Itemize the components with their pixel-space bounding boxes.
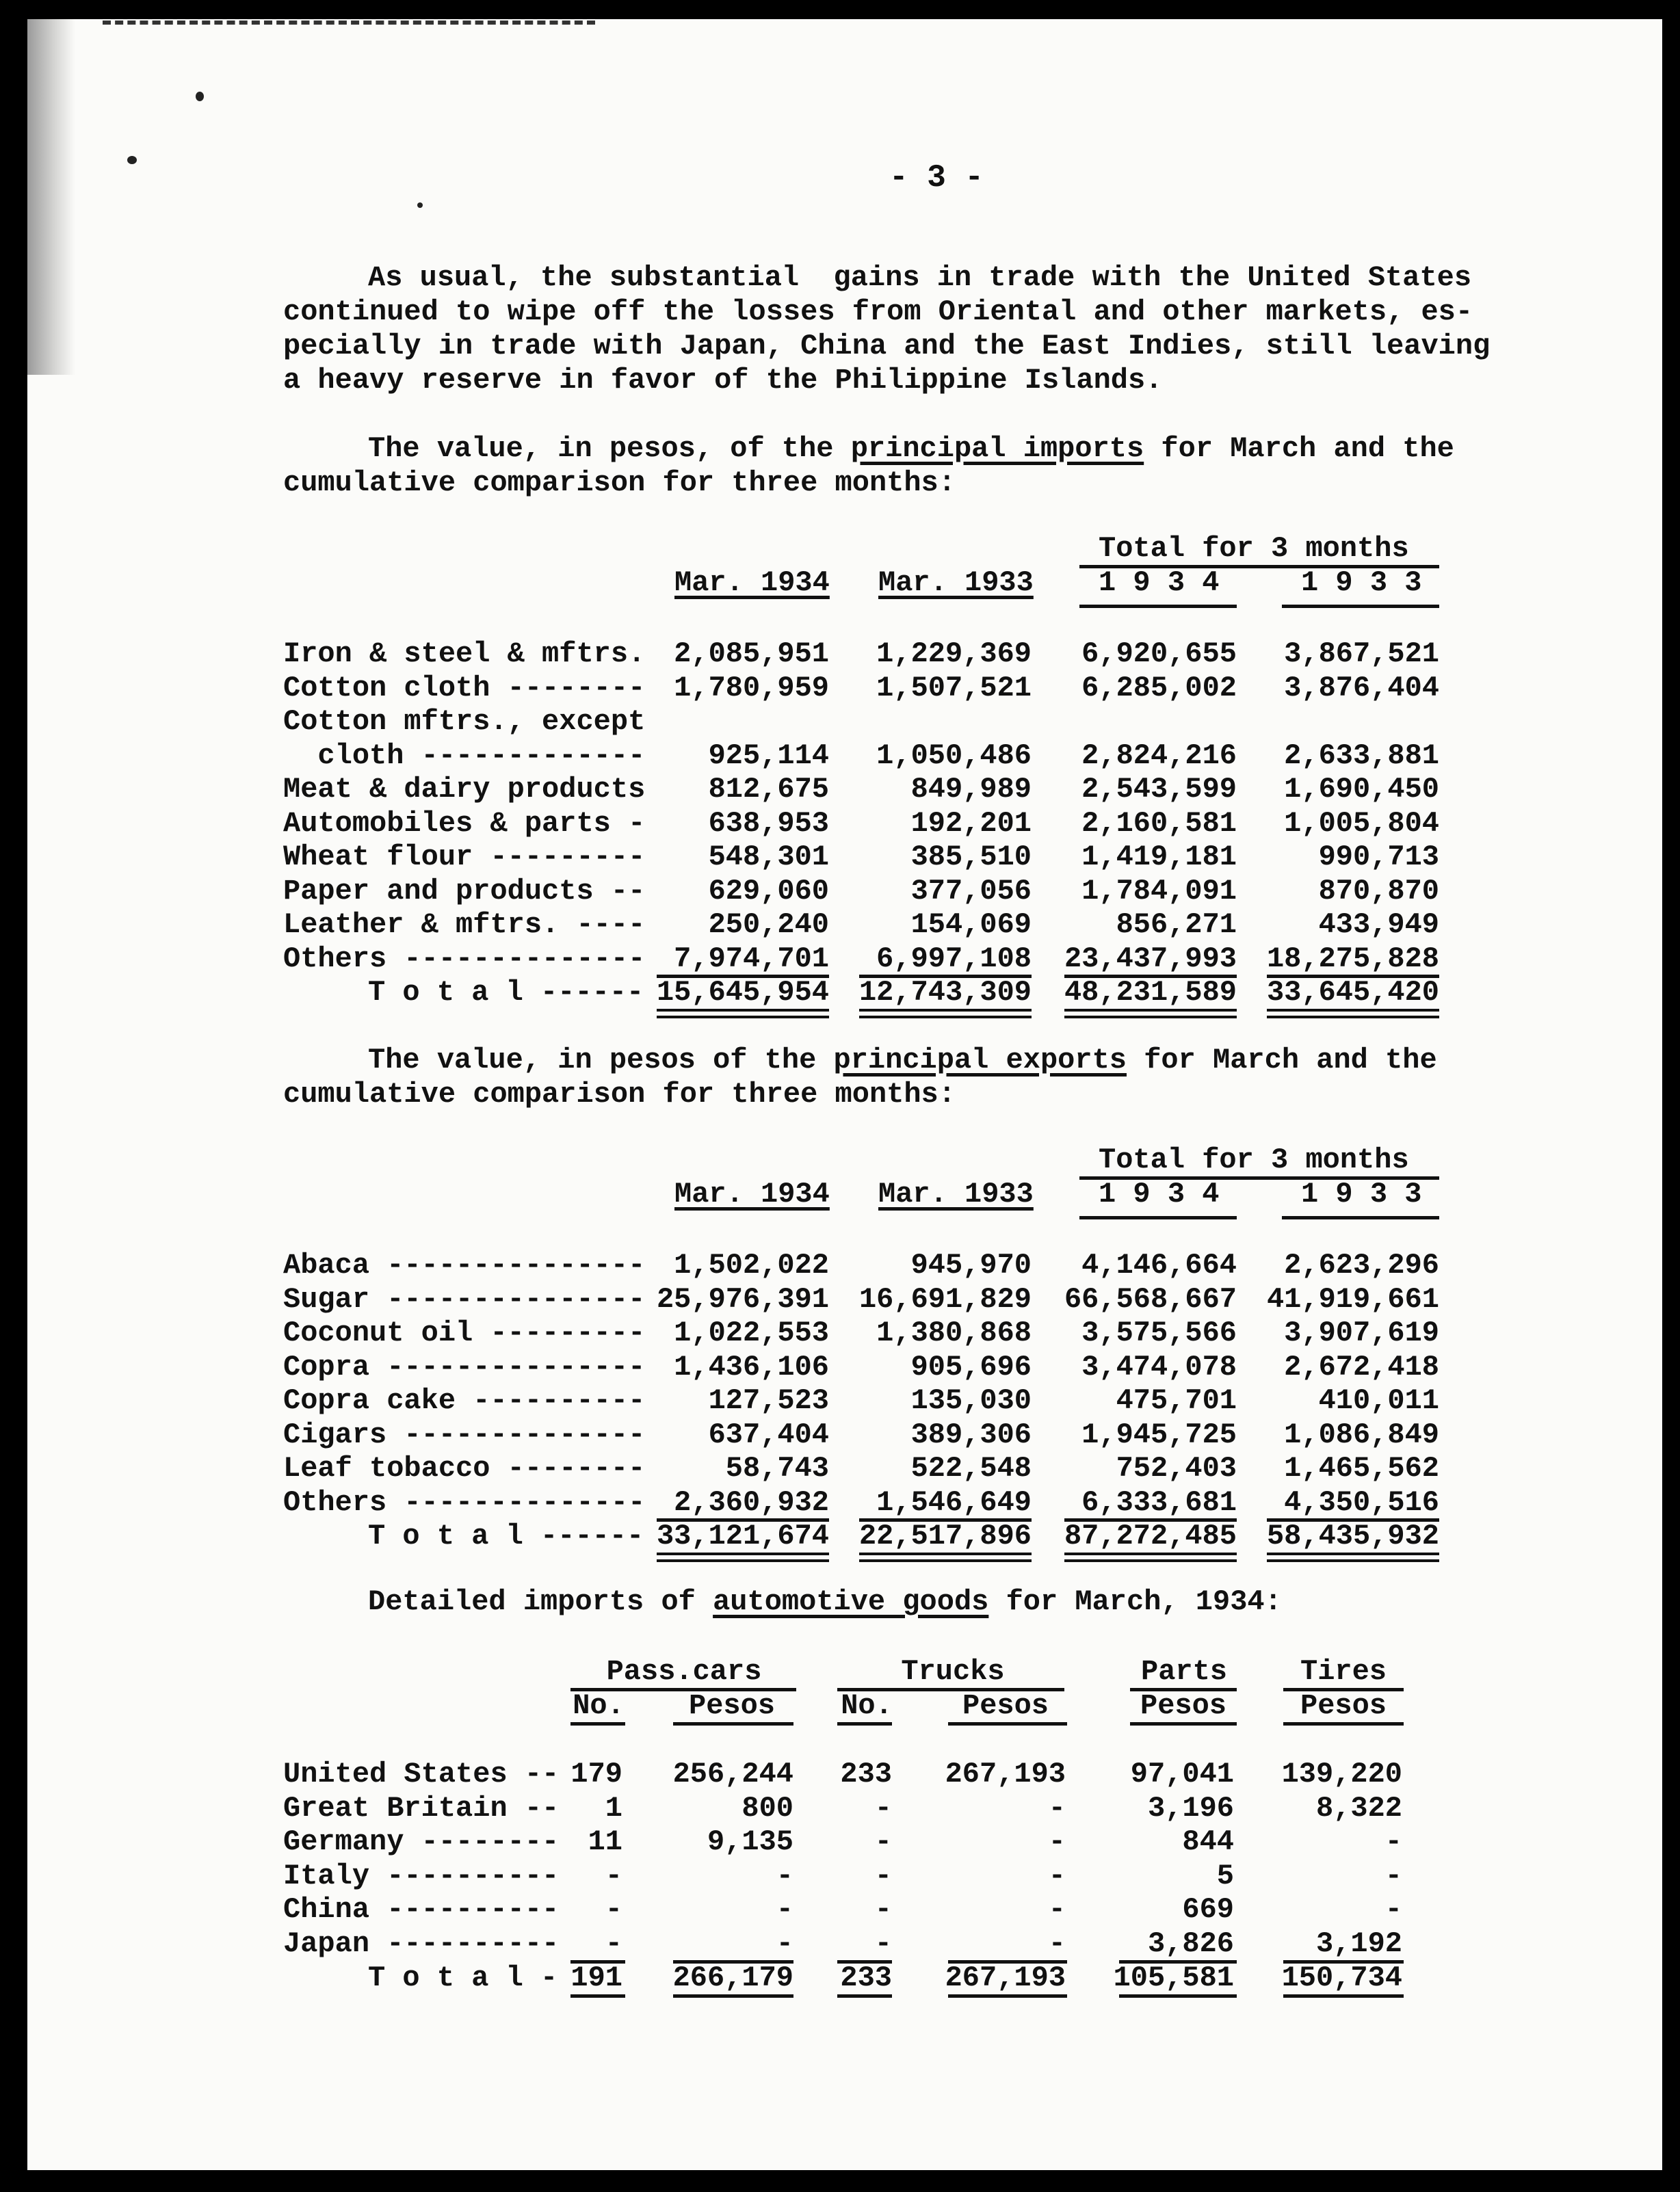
header-rule: [948, 1722, 1067, 1726]
total-double-rule: [859, 1553, 1032, 1562]
total-rule: [1119, 1994, 1237, 1998]
table-cell: 1,465,562: [1284, 1452, 1439, 1485]
table-cell: -: [1384, 1825, 1402, 1859]
table-cell: 2,543,599: [1081, 773, 1237, 806]
table-cell: 4,146,664: [1081, 1249, 1237, 1282]
table-cell: 3,196: [1147, 1791, 1234, 1825]
paragraph-line: pecially in trade with Japan, China and the East Indies, still leaving: [283, 330, 1491, 362]
header-rule: [837, 1722, 892, 1726]
trucks-header: Trucks: [901, 1655, 1005, 1688]
header-rule: [1282, 605, 1439, 608]
trucks-pesos-header: Pesos: [962, 1689, 1049, 1722]
col-mar-1933-header: Mar. 1933: [878, 566, 1034, 599]
table-cell: -: [1384, 1859, 1402, 1892]
ink-speck: [127, 156, 137, 164]
table-cell: 849,989: [910, 773, 1032, 806]
table-cell: -: [874, 1927, 892, 1960]
table-cell: 250,240: [708, 908, 829, 941]
total-for-3-months-header: Total for 3 months: [1099, 532, 1409, 565]
table-row-label: Abaca ---------------: [283, 1249, 646, 1282]
table-cell: -: [874, 1859, 892, 1892]
table-cell: 179: [570, 1758, 622, 1791]
header-rule: [570, 1722, 625, 1726]
total-cell: 22,517,896: [858, 1520, 1032, 1553]
table-cell: 1,050,486: [876, 739, 1032, 772]
paragraph-line: continued to wipe off the losses from Oriental and other markets, es-: [283, 295, 1473, 328]
header-rule: [1130, 1722, 1237, 1726]
top-edge-marks: [103, 21, 595, 31]
pass-cars-pesos-header: Pesos: [688, 1689, 776, 1722]
table-cell: 925,114: [708, 739, 829, 772]
table-cell: 3,867,521: [1284, 637, 1439, 670]
pass-cars-no-header: No.: [573, 1689, 625, 1722]
total-double-rule: [859, 1009, 1032, 1018]
total-rule: [1283, 1994, 1404, 1998]
table-cell: 2,160,581: [1081, 806, 1237, 840]
trucks-no-header: No.: [841, 1689, 893, 1722]
table-row-label: Cotton mftrs., except: [283, 705, 646, 738]
total-row-label: T o t a l ------: [368, 1520, 644, 1553]
table-cell: 97,041: [1130, 1758, 1234, 1791]
col-1934-header: 1 9 3 4: [1099, 566, 1220, 599]
table-cell: 638,953: [708, 806, 829, 840]
total-rule: [570, 1994, 625, 1998]
tires-pesos-header: Pesos: [1300, 1689, 1387, 1722]
table-cell: 1,419,181: [1081, 841, 1237, 873]
table-row-label: Germany --------: [283, 1825, 560, 1859]
total-cell: 58,435,932: [1266, 1520, 1439, 1553]
table-cell: 1,502,022: [674, 1249, 829, 1282]
table-cell: -: [1048, 1927, 1066, 1960]
total-row-label: T o t a l -: [368, 1961, 558, 1994]
table-cell: 4,350,516: [1284, 1485, 1439, 1519]
table-cell: 127,523: [708, 1384, 829, 1417]
header-rule: [673, 1722, 793, 1726]
table-cell: -: [1048, 1825, 1066, 1859]
table-cell: 1,546,649: [876, 1485, 1032, 1519]
table-cell: 3,192: [1315, 1927, 1402, 1960]
table-cell: -: [776, 1893, 793, 1927]
header-rule: [1079, 605, 1237, 608]
table-row-label: Others --------------: [283, 1485, 646, 1519]
header-rule: [1283, 1722, 1404, 1726]
paragraph-line: As usual, the substantial gains in trade with the United States: [368, 261, 1472, 294]
table-cell: -: [605, 1893, 622, 1927]
page-number: - 3 -: [889, 160, 984, 196]
table-cell: 6,333,681: [1081, 1485, 1237, 1519]
table-cell: 812,675: [708, 773, 829, 806]
table-cell: 267,193: [945, 1758, 1066, 1791]
table-cell: 2,085,951: [674, 637, 829, 670]
imports-intro: The value, in pesos, of the principal imports for March and the: [368, 432, 1454, 465]
table-cell: 6,920,655: [1081, 637, 1237, 670]
table-cell: 2,360,932: [674, 1485, 829, 1519]
table-cell: 3,826: [1147, 1927, 1234, 1960]
table-row-label: United States --: [283, 1758, 560, 1791]
table-cell: 3,907,619: [1284, 1317, 1439, 1349]
table-cell: -: [874, 1825, 892, 1859]
table-cell: 2,623,296: [1284, 1249, 1439, 1282]
table-row-label: Automobiles & parts -: [283, 806, 646, 840]
table-row-label: China ----------: [283, 1893, 560, 1927]
table-cell: 256,244: [672, 1758, 793, 1791]
tires-header: Tires: [1300, 1655, 1387, 1688]
total-cell: 12,743,309: [858, 976, 1032, 1009]
table-cell: -: [1048, 1791, 1066, 1825]
table-cell: 6,285,002: [1081, 671, 1237, 704]
total-cell: 48,231,589: [1064, 976, 1237, 1009]
table-cell: 1,690,450: [1284, 773, 1439, 806]
table-cell: 945,970: [910, 1249, 1032, 1282]
principal-exports-link: principal exports: [833, 1044, 1127, 1077]
table-cell: 7,974,701: [674, 942, 829, 975]
table-cell: 433,949: [1318, 908, 1439, 941]
table-cell: 66,568,667: [1064, 1282, 1237, 1316]
table-cell: 233: [840, 1758, 892, 1791]
total-double-rule: [657, 1553, 829, 1562]
table-cell: 3,876,404: [1284, 671, 1439, 704]
table-cell: 1,380,868: [876, 1317, 1032, 1349]
col-1933-header: 1 9 3 3: [1301, 566, 1422, 599]
header-rule: [1079, 1216, 1237, 1219]
col-mar-1934-header: Mar. 1934: [674, 1178, 830, 1211]
total-cell: 15,645,954: [656, 976, 829, 1009]
table-cell: 1: [605, 1791, 622, 1825]
table-cell: -: [1384, 1893, 1402, 1927]
total-cell: 191: [570, 1961, 622, 1994]
header-rule: [1282, 1216, 1439, 1219]
table-row-label: Great Britain --: [283, 1791, 560, 1825]
table-cell: 8,322: [1315, 1791, 1402, 1825]
total-double-rule: [657, 1009, 829, 1018]
table-cell: 385,510: [910, 841, 1032, 873]
col-mar-1933-header: Mar. 1933: [878, 1178, 1034, 1211]
parts-pesos-header: Pesos: [1140, 1689, 1227, 1722]
exports-intro: The value, in pesos of the principal exports for March and the: [368, 1044, 1437, 1077]
table-cell: 1,436,106: [674, 1350, 829, 1384]
exports-intro-line2: cumulative comparison for three months:: [283, 1078, 956, 1111]
table-row-label: Wheat flour ---------: [283, 841, 646, 873]
total-for-3-months-header: Total for 3 months: [1099, 1144, 1409, 1176]
total-cell: 33,645,420: [1266, 976, 1439, 1009]
table-cell: 23,437,993: [1064, 942, 1237, 975]
table-cell: 377,056: [910, 874, 1032, 908]
table-cell: 629,060: [708, 874, 829, 908]
table-cell: 548,301: [708, 841, 829, 873]
table-row-label: Copra ---------------: [283, 1350, 646, 1384]
total-row-label: T o t a l ------: [368, 976, 644, 1009]
col-mar-1934-header: Mar. 1934: [674, 566, 830, 599]
table-cell: -: [605, 1859, 622, 1892]
table-cell: 1,784,091: [1081, 874, 1237, 908]
table-cell: 752,403: [1116, 1452, 1237, 1485]
table-cell: -: [605, 1927, 622, 1960]
table-cell: 135,030: [910, 1384, 1032, 1417]
table-cell: 905,696: [910, 1350, 1032, 1384]
table-row-label: Leaf tobacco --------: [283, 1452, 646, 1485]
total-double-rule: [1064, 1009, 1237, 1018]
table-cell: -: [1048, 1859, 1066, 1892]
table-cell: 41,919,661: [1266, 1282, 1439, 1316]
col-1933-header: 1 9 3 3: [1301, 1178, 1422, 1211]
total-cell: 266,179: [672, 1961, 793, 1994]
table-cell: 2,633,881: [1284, 739, 1439, 772]
paragraph-line: a heavy reserve in favor of the Philippine Islands.: [283, 364, 1163, 397]
principal-imports-link: principal imports: [850, 432, 1144, 465]
automotive-goods-link: automotive goods: [713, 1585, 989, 1618]
table-row-label: Cotton cloth --------: [283, 671, 646, 704]
table-row-label: cloth -------------: [283, 739, 646, 772]
total-rule: [948, 1994, 1067, 1998]
table-cell: -: [776, 1859, 793, 1892]
total-rule: [837, 1994, 892, 1998]
table-cell: 9,135: [707, 1825, 793, 1859]
table-row-label: Paper and products --: [283, 874, 646, 908]
table-row-label: Italy ----------: [283, 1859, 560, 1892]
table-cell: 6,997,108: [876, 942, 1032, 975]
table-cell: 637,404: [708, 1418, 829, 1451]
table-cell: 1,022,553: [674, 1317, 829, 1349]
table-cell: -: [874, 1791, 892, 1825]
ink-speck: [196, 92, 204, 101]
table-cell: -: [776, 1927, 793, 1960]
table-cell: 18,275,828: [1266, 942, 1439, 975]
total-cell: 33,121,674: [656, 1520, 829, 1553]
table-cell: 1,005,804: [1284, 806, 1439, 840]
table-cell: 1,780,959: [674, 671, 829, 704]
total-double-rule: [1064, 1553, 1237, 1562]
table-cell: 11: [588, 1825, 622, 1859]
table-cell: 2,672,418: [1284, 1350, 1439, 1384]
total-double-rule: [1267, 1009, 1439, 1018]
table-row-label: Others --------------: [283, 942, 646, 975]
table-cell: 16,691,829: [858, 1282, 1032, 1316]
parts-header: Parts: [1140, 1655, 1228, 1688]
table-row-label: Iron & steel & mftrs.: [283, 637, 646, 670]
table-cell: 3,575,566: [1081, 1317, 1237, 1349]
table-cell: -: [1048, 1893, 1066, 1927]
table-cell: 522,548: [910, 1452, 1032, 1485]
table-cell: 990,713: [1318, 841, 1439, 873]
table-cell: 139,220: [1281, 1758, 1402, 1791]
table-cell: 1,086,849: [1284, 1418, 1439, 1451]
table-cell: 2,824,216: [1081, 739, 1237, 772]
table-cell: 58,743: [725, 1452, 829, 1485]
table-cell: 1,945,725: [1081, 1418, 1237, 1451]
total-double-rule: [1267, 1553, 1439, 1562]
table-cell: 856,271: [1116, 908, 1237, 941]
pass-cars-header: Pass.cars: [606, 1655, 762, 1688]
table-row-label: Sugar ---------------: [283, 1282, 646, 1316]
table-cell: 410,011: [1318, 1384, 1439, 1417]
table-cell: 3,474,078: [1081, 1350, 1237, 1384]
table-cell: 669: [1182, 1893, 1234, 1927]
table-row-label: Meat & dairy products: [283, 773, 646, 806]
table-cell: 800: [741, 1791, 793, 1825]
table-cell: 844: [1182, 1825, 1234, 1859]
table-cell: 1,229,369: [876, 637, 1032, 670]
auto-intro: Detailed imports of automotive goods for March, 1934:: [368, 1585, 1282, 1618]
table-cell: 192,201: [910, 806, 1032, 840]
table-cell: 25,976,391: [656, 1282, 829, 1316]
col-1934-header: 1 9 3 4: [1099, 1178, 1220, 1211]
page-edge-shadow: [27, 19, 75, 375]
imports-intro-line2: cumulative comparison for three months:: [283, 466, 956, 499]
table-cell: 389,306: [910, 1418, 1032, 1451]
total-rule: [673, 1994, 793, 1998]
total-cell: 105,581: [1113, 1961, 1234, 1994]
table-row-label: Cigars --------------: [283, 1418, 646, 1451]
total-cell: 87,272,485: [1064, 1520, 1237, 1553]
ink-speck: [417, 202, 423, 208]
table-cell: 1,507,521: [876, 671, 1032, 704]
table-cell: -: [874, 1893, 892, 1927]
table-row-label: Leather & mftrs. ----: [283, 908, 646, 941]
table-cell: 5: [1216, 1859, 1234, 1892]
table-row-label: Japan ----------: [283, 1927, 560, 1960]
table-row-label: Coconut oil ---------: [283, 1317, 646, 1349]
table-cell: 154,069: [910, 908, 1032, 941]
total-cell: 267,193: [945, 1961, 1066, 1994]
table-cell: 475,701: [1116, 1384, 1237, 1417]
total-cell: 150,734: [1281, 1961, 1402, 1994]
total-cell: 233: [840, 1961, 892, 1994]
table-cell: 870,870: [1318, 874, 1439, 908]
table-row-label: Copra cake ----------: [283, 1384, 646, 1417]
